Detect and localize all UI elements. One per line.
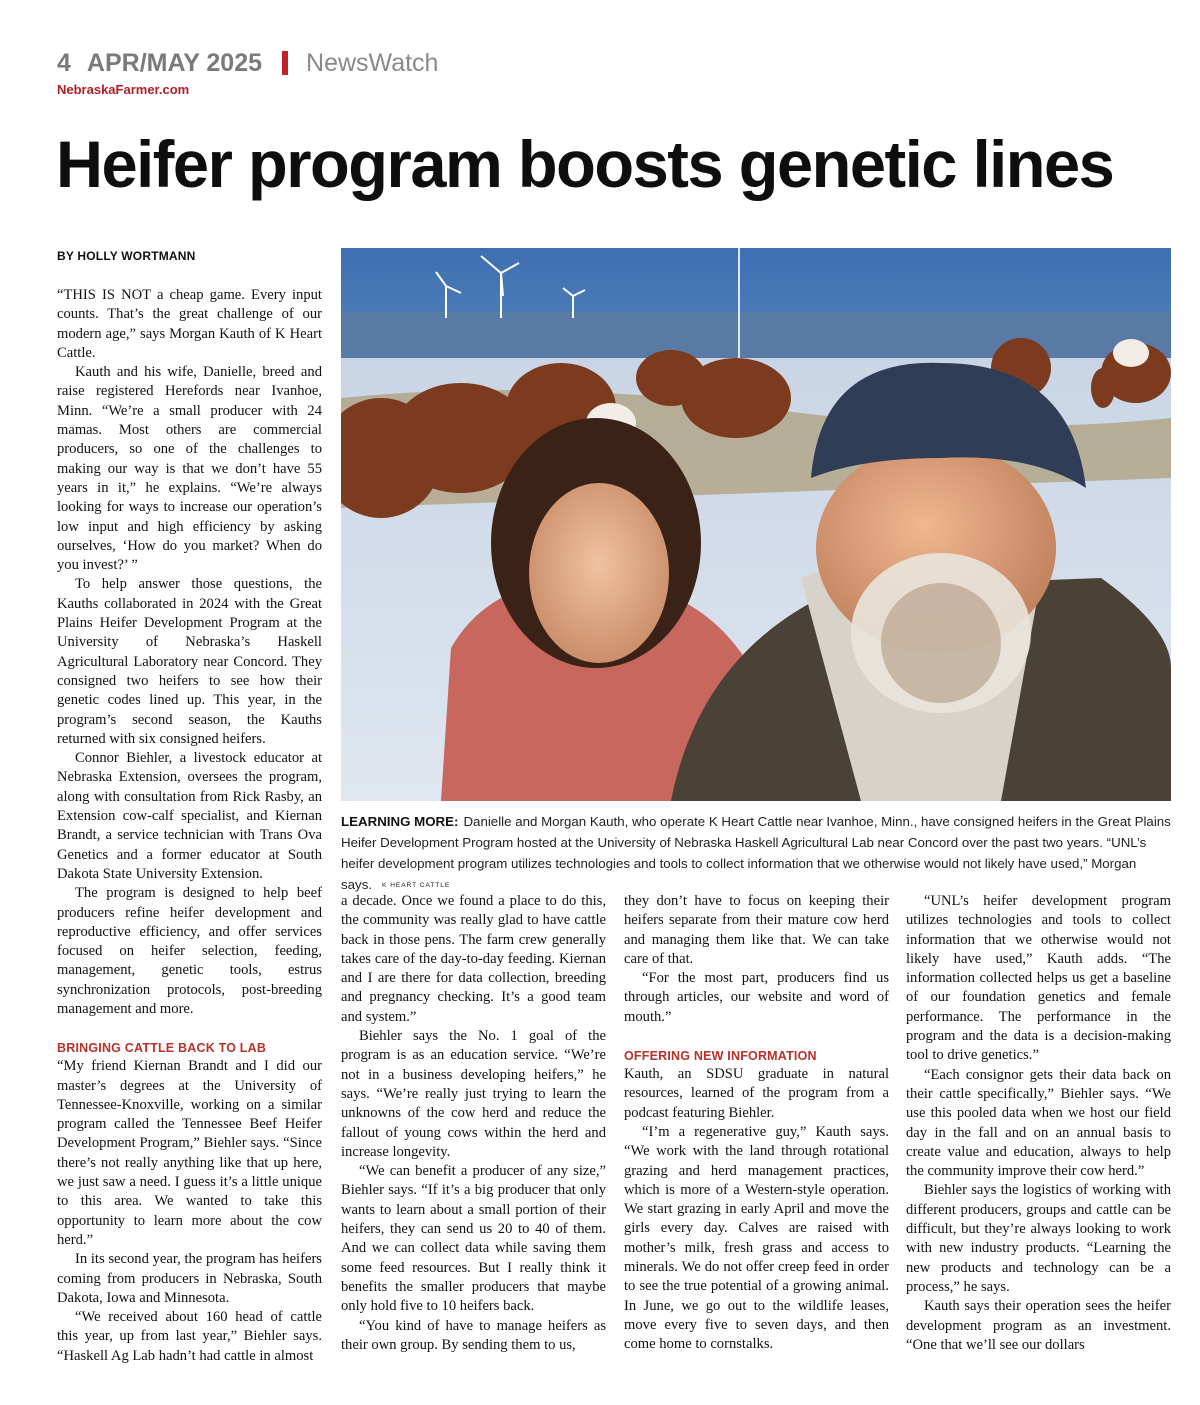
page-header xyxy=(57,47,438,79)
article-column-4 xyxy=(906,892,1171,1355)
paragraph: To help answer those questions, the Kauths collaborated in 2024 with the Great Plains Heifer Development Program at the University of Nebraska’s Haskell Agricultural Laboratory near Concord. They consigned two heifers to see how their genetic codes lined up. This year, in the program’s second season, the Kauths returned with six consigned heifers. xyxy=(57,576,322,747)
article-photo xyxy=(341,248,1171,801)
paragraph: Kauth says their operation sees the heifer development program as an investment. “One that we’ll see our dollars xyxy=(906,1298,1171,1353)
header-divider xyxy=(282,51,288,75)
page-number: 4 xyxy=(57,48,71,77)
caption-lead: LEARNING MORE: xyxy=(341,814,459,829)
paragraph: Connor Biehler, a livestock educator at Nebraska Extension, oversees the program, along with consultation from Rick Rasby, an Extension cow-calf specialist, and Kiernan Brandt, a service technician with Trans Ova Genetics and a former educator at South Dakota State University Extension. xyxy=(57,750,322,882)
paragraph: “I’m a regenerative guy,” Kauth says. “We work with the land through rotational grazing and herd management practices, which is more of a Western-style operation. We start grazing in early April and move the girls every day. Calves are raised with mother’s milk, fresh grass and access to minerals. We do not offer creep feed in order to see the true potential of a growing animal. In June, we go out to the wildlife leases, move every five to seven days, and then come home to cornstalks. xyxy=(624,1123,889,1353)
subhead: OFFERING NEW INFORMATION xyxy=(624,1049,817,1064)
paragraph: The program is designed to help beef producers refine heifer development and reproductive efficiency, and offer services focused on heifer selection, feeding, management, genetic tools, estrus synchronization protocols, post-breeding management and more. xyxy=(57,885,322,1017)
article-column-2 xyxy=(341,892,606,1355)
paragraph: “THIS IS NOT a cheap game. Every input counts. That’s the great challenge of our modern age,” says Morgan Kauth of K Heart Cattle. xyxy=(57,287,322,361)
article-column-3 xyxy=(624,892,889,1355)
issue-date: APR/MAY 2025 xyxy=(86,48,263,77)
paragraph: “Each consignor gets their data back on their cattle specifically,” Biehler says. “We use this pooled data when we host our field day in the fall and on an annual basis to create value and education, always to help the community improve their cow herd.” xyxy=(906,1066,1171,1180)
paragraph: “You kind of have to manage heifers as their own group. By sending them to us, xyxy=(341,1317,606,1353)
paragraph: “We received about 160 head of cattle this year, up from last year,” Biehler says. “Haskell Ag Lab hadn’t had cattle in almost xyxy=(57,1309,322,1364)
paragraph: Biehler says the No. 1 goal of the program is as an education service. “We’re not in a business developing heifers,” he says. “We’re really just trying to learn the unknowns of the cow herd and reduce the fallout of young cows within the herd and increase longevity. xyxy=(341,1028,606,1160)
paragraph: Biehler says the logistics of working with different producers, groups and cattle can be difficult, but they’re always looking to work with new industry products. “Learning the new products and technology can be a process,” he says. xyxy=(906,1182,1171,1295)
photo-caption xyxy=(341,811,1171,896)
paragraph: In its second year, the program has heifers coming from producers in Nebraska, South Dakota, Iowa and Minnesota. xyxy=(57,1251,322,1306)
section-name: NewsWatch xyxy=(306,48,439,77)
paragraph: a decade. Once we found a place to do this, the community was really glad to have cattle back in those pens. The farm crew generally takes care of the day-to-day feeding. Kiernan and I are there for data collection, breeding and pregnancy checking. It’s a good team and system.” xyxy=(341,893,606,1025)
caption-text: Danielle and Morgan Kauth, who operate K Heart Cattle near Ivanhoe, Minn., have consigned heifers in the Great Plains Heifer Development Program hosted at the University of Nebraska Haskell Agricultural Lab near Concord over the past two years. “UNL’s heifer development program utilizes technologies and tools to collect information that we otherwise would not likely have used,” Morgan says. xyxy=(341,814,1171,892)
paragraph: “My friend Kiernan Brandt and I did our master’s degrees at the University of Tennessee-Knoxville, working on a similar program called the Tennessee Beef Heifer Development Program,” Biehler says. “Since there’s not really anything like that up here, we just saw a need. I guess it’s a little unique to this area. We wanted to take this opportunity to learn more about the cow herd.” xyxy=(57,1058,322,1248)
paragraph: Kauth and his wife, Danielle, breed and raise registered Herefords near Ivanhoe, Minn. “We’re a small producer with 24 mamas. Most others are commercial producers, so one of the challenges to making our way is that we don’t have 55 years in it,” he explains. “We’re always looking for ways to increase our operation’s low input and high efficiency by asking ourselves, ‘How do you market? When do you invest?’ ” xyxy=(57,364,322,574)
paragraph: “We can benefit a producer of any size,” Biehler says. “If it’s a big producer that only wants to learn about a small portion of their heifers, they can send us 20 to 40 of them. And we can collect data while saving them some feed resources. But I really think it benefits the smaller producers that maybe only hold five to 10 heifers back. xyxy=(341,1163,606,1315)
paragraph: “For the most part, producers find us through articles, our website and word of mouth.” xyxy=(624,970,889,1025)
article-column-1 xyxy=(57,286,322,1366)
headline: Heifer program boosts genetic lines xyxy=(56,127,1114,201)
subhead: BRINGING CATTLE BACK TO LAB xyxy=(57,1041,267,1056)
byline: BY HOLLY WORTMANN xyxy=(57,249,196,263)
site-url[interactable]: NebraskaFarmer.com xyxy=(57,82,190,97)
paragraph: they don’t have to focus on keeping their heifers separate from their mature cow herd and managing them like that. We can take care of that. xyxy=(624,893,889,967)
paragraph: Kauth, an SDSU graduate in natural resources, learned of the program from a podcast featuring Biehler. xyxy=(624,1066,889,1121)
paragraph: “UNL’s heifer development program utilizes technologies and tools to collect information that we otherwise would not likely have used,” Kauth adds. “The information collected helps us get a baseline of our foundation genetics and female performance. The performance in the program and the data is a decision-making tool to drive genetics.” xyxy=(906,893,1171,1064)
photo-credit: K HEART CATTLE xyxy=(382,881,451,889)
